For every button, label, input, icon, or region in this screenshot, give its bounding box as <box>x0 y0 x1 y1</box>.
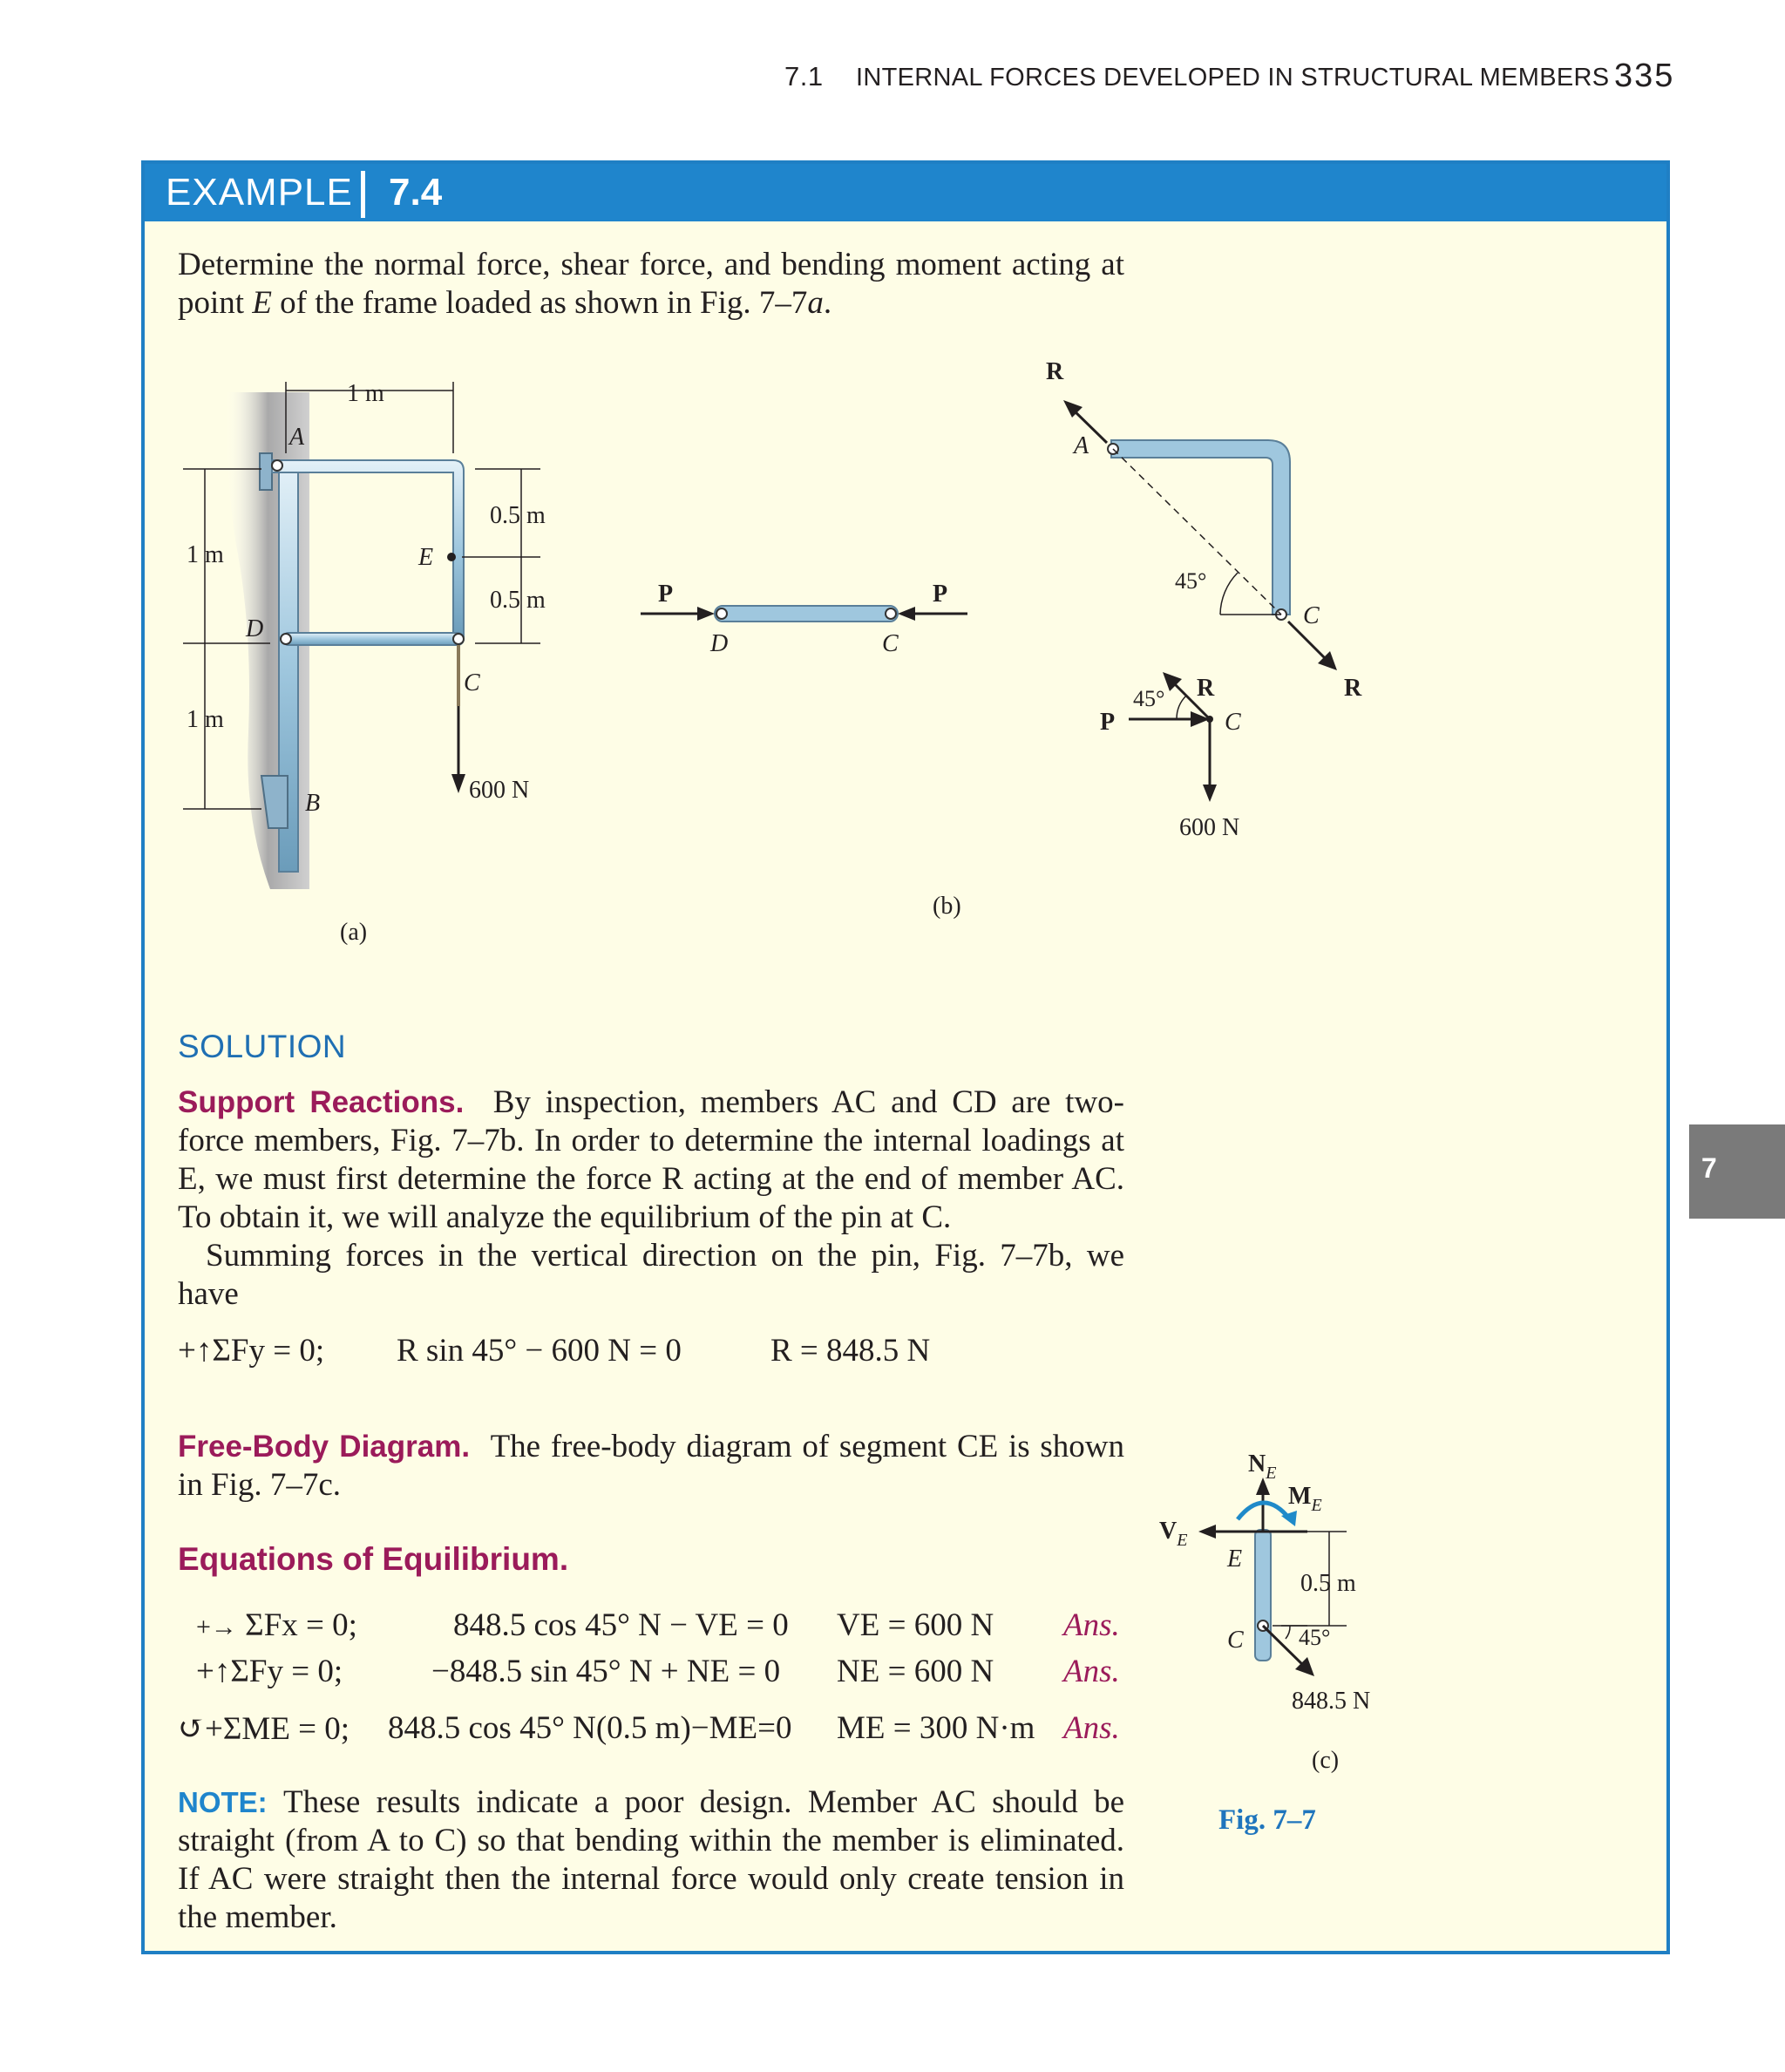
dim-c: 0.5 m <box>1300 1570 1356 1597</box>
shear-force-label: $V_E$ <box>1159 1518 1188 1550</box>
figure-c-caption: (c) <box>1312 1747 1340 1774</box>
label-c-ac: C <box>1303 602 1320 629</box>
label-c: C <box>464 669 480 696</box>
dim-top: 1 m <box>347 380 384 407</box>
equation-3-result: ME = 300 N·m <box>837 1710 1035 1746</box>
fbd-text: The free-body diagram of segment CE is shown in Fig. 7–7c. <box>178 1429 1124 1503</box>
label-c-b: C <box>882 630 899 657</box>
figure-a-frame <box>166 366 601 959</box>
label-a-b: A <box>1074 432 1089 459</box>
figure-b-two-force-members <box>628 353 1412 928</box>
member-dc-fbd <box>715 606 898 622</box>
force-r-top: R <box>1046 358 1064 385</box>
equation-3-sum: ↺+ΣME = 0; <box>178 1711 350 1747</box>
label-e-c: E <box>1227 1546 1243 1573</box>
equation-1-ans: Ans. <box>1063 1607 1120 1643</box>
label-d-b: D <box>710 630 729 657</box>
page-number: 335 <box>1614 58 1675 94</box>
summing-paragraph: Summing forces in the vertical direction on the pin, Fig. 7–7b, we have <box>178 1238 1124 1312</box>
figure-caption: Fig. 7–7 <box>1218 1804 1316 1836</box>
support-reactions-heading: Support Reactions. <box>178 1085 465 1119</box>
chapter-section-title: INTERNAL FORCES DEVELOPED IN STRUCTURAL MEMBERS <box>856 64 1610 92</box>
force-c: 848.5 N <box>1292 1688 1371 1715</box>
fbd-heading: Free-Body Diagram. <box>178 1430 471 1464</box>
angle-pin: 45° <box>1133 686 1165 711</box>
support-reactions-text: By inspection, members AC and CD are two-force members, Fig. 7–7b. In order to determine the internal loadings at E, we must first determine the force R acting at the end of member AC. To obtain it, we will analyze the equilibrium of the pin at C. <box>178 1084 1124 1235</box>
fbd-paragraph <box>178 1428 1124 1505</box>
equation-1-body: 848.5 cos 45° N − VE = 0 <box>453 1607 789 1643</box>
chapter-tab-number: 7 <box>1701 1152 1717 1184</box>
equation-2-body: −848.5 sin 45° N + NE = 0 <box>431 1654 781 1689</box>
figure-c-segment-ce <box>1150 1425 1412 1774</box>
dim-right-lower: 0.5 m <box>490 587 546 614</box>
dim-left-lower: 1 m <box>187 706 224 733</box>
equation-vertical-body: R sin 45° − 600 N = 0 <box>397 1333 682 1369</box>
load-pin: 600 N <box>1179 814 1240 841</box>
note-text: These results indicate a poor design. Member AC should be straight (from A to C) so that bending within the member is eliminated. If AC were straight then the internal force would only create tension in the member. <box>178 1784 1125 1935</box>
equation-1-result: VE = 600 N <box>837 1607 994 1643</box>
support-reactions-paragraph <box>178 1084 1124 1237</box>
force-p-pin: P <box>1100 709 1116 736</box>
angle-c: 45° <box>1299 1625 1331 1650</box>
solution-heading: SOLUTION <box>178 1029 347 1064</box>
equation-3-body: 848.5 cos 45° N(0.5 m)−ME=0 <box>388 1710 792 1746</box>
label-e: E <box>418 544 434 571</box>
equation-vertical-sum: +↑ΣFy = 0; <box>178 1333 325 1369</box>
figure-a-caption: (a) <box>340 919 368 946</box>
force-r-pin: R <box>1197 675 1215 702</box>
dim-left-upper: 1 m <box>187 541 224 568</box>
example-title-bar <box>145 164 1666 221</box>
example-label: EXAMPLE <box>166 171 353 214</box>
figure-b-caption: (b) <box>933 893 961 920</box>
equation-3-ans: Ans. <box>1063 1710 1120 1746</box>
label-b: B <box>305 790 321 817</box>
note-paragraph <box>178 1783 1124 1937</box>
equation-2-sum: +↑ΣFy = 0; <box>196 1654 343 1689</box>
label-c-pin: C <box>1225 709 1241 736</box>
dim-right-upper: 0.5 m <box>490 502 546 529</box>
example-divider <box>361 171 365 218</box>
equation-1-sum: +→ ΣFx = 0; <box>196 1607 357 1643</box>
equation-2-result: NE = 600 N <box>837 1654 994 1689</box>
section-number: 7.1 <box>784 61 824 92</box>
equation-2-ans: Ans. <box>1063 1654 1120 1689</box>
angle-ac: 45° <box>1175 568 1207 594</box>
force-p-left: P <box>658 581 674 608</box>
equations-heading: Equations of Equilibrium. <box>178 1541 569 1577</box>
member-dc <box>282 633 464 645</box>
force-r-bottom: R <box>1344 675 1362 702</box>
example-number: 7.4 <box>389 171 443 214</box>
load-label: 600 N <box>469 777 530 804</box>
label-c-c: C <box>1227 1627 1244 1654</box>
note-label: NOTE: <box>178 1786 268 1818</box>
force-p-right: P <box>933 581 948 608</box>
label-a: A <box>289 424 305 451</box>
problem-statement: Determine the normal force, shear force, and bending moment acting at point E of the frame loaded as shown in Fig. 7–7a. <box>178 247 1124 321</box>
chapter-tab <box>1689 1124 1785 1219</box>
segment-ce <box>1255 1530 1271 1661</box>
normal-force-label: $N_E$ <box>1248 1450 1277 1483</box>
equation-vertical-result: R = 848.5 N <box>770 1333 931 1369</box>
label-d: D <box>246 615 264 642</box>
moment-label: $M_E$ <box>1288 1483 1322 1515</box>
